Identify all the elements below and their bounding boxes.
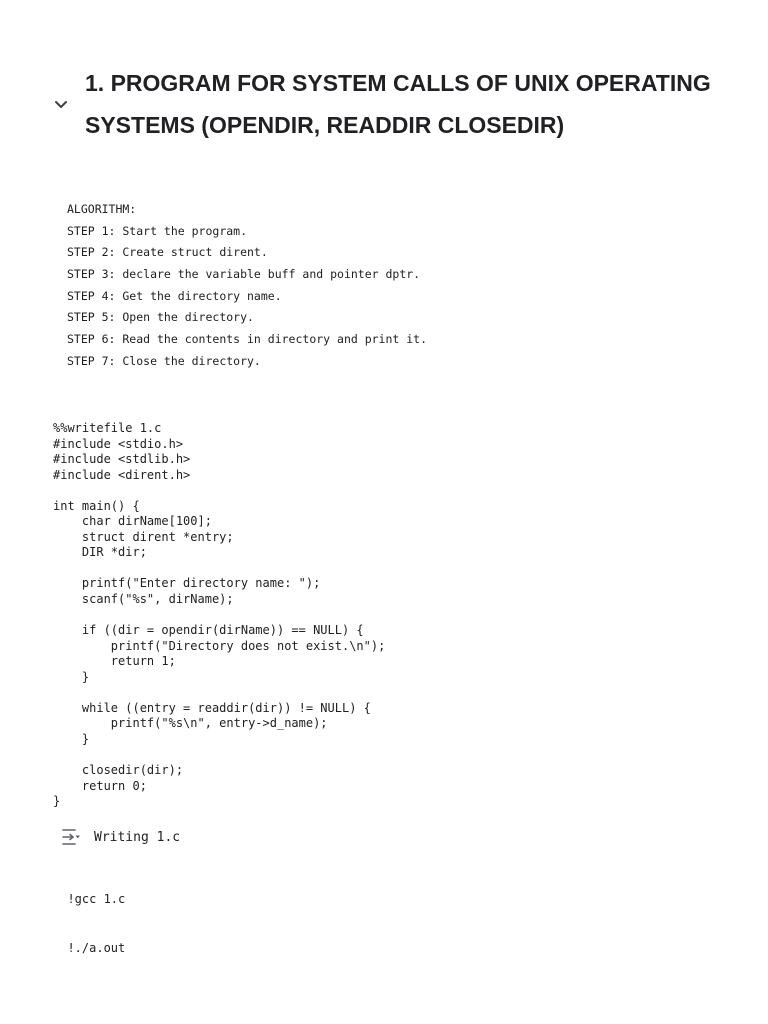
algorithm-line: STEP 5: Open the directory. (67, 310, 254, 325)
section-header (0, 62, 768, 152)
chevron-down-icon[interactable] (50, 94, 72, 116)
code-line: return 0; (53, 778, 147, 793)
output-toggle-icon[interactable] (58, 826, 82, 848)
code-line: !gcc 1.c (67, 892, 126, 906)
code-line: DIR *dir; (53, 545, 147, 560)
code-line: if ((dir = opendir(dirName)) == NULL) { (53, 623, 364, 638)
section-title: 1. PROGRAM FOR SYSTEM CALLS OF UNIX OPERATING SYSTEMS (OPENDIR, READDIR CLOSEDIR) (85, 70, 711, 138)
code-line: !./a.out (67, 941, 126, 955)
code-line: printf("Directory does not exist.\n"); (53, 638, 386, 653)
code-cell-compile[interactable] (53, 875, 125, 907)
algorithm-line: STEP 4: Get the directory name. (67, 288, 282, 303)
code-line: } (53, 731, 90, 746)
algorithm-line: STEP 1: Start the program. (67, 223, 248, 238)
code-line: printf("%s\n", entry->d_name); (53, 716, 328, 731)
code-line: struct dirent *entry; (53, 529, 234, 544)
code-line (53, 608, 385, 624)
algorithm-text (67, 199, 427, 373)
code-line: return 1; (53, 654, 176, 669)
code-line: } (53, 669, 90, 684)
code-line: char dirName[100]; (53, 514, 212, 529)
cell-output (58, 826, 180, 848)
code-line: #include <stdlib.h> (53, 452, 191, 467)
code-line (53, 685, 385, 701)
code-line: %%writefile 1.c (53, 421, 162, 435)
code-line (53, 561, 385, 577)
code-line: #include <dirent.h> (53, 467, 191, 482)
code-cell-writefile[interactable] (53, 421, 385, 810)
code-line: while ((entry = readdir(dir)) != NULL) { (53, 700, 371, 715)
code-line: scanf("%s", dirName); (53, 592, 234, 607)
code-cell-run[interactable] (53, 924, 125, 956)
code-line (53, 747, 385, 763)
cell-output-text: Writing 1.c (94, 829, 181, 845)
algorithm-line: STEP 7: Close the directory. (67, 353, 261, 368)
code-line: closedir(dir); (53, 763, 184, 778)
code-line: int main() { (53, 498, 140, 513)
algorithm-line: STEP 2: Create struct dirent. (67, 245, 268, 260)
code-line: #include <stdio.h> (53, 436, 184, 451)
code-line: printf("Enter directory name: "); (53, 576, 321, 591)
algorithm-line: ALGORITHM: (67, 202, 137, 216)
code-line: } (53, 794, 61, 809)
algorithm-line: STEP 6: Read the contents in directory and print it. (67, 332, 428, 347)
algorithm-line: STEP 3: declare the variable buff and pointer dptr. (67, 267, 421, 282)
code-line (53, 483, 385, 499)
